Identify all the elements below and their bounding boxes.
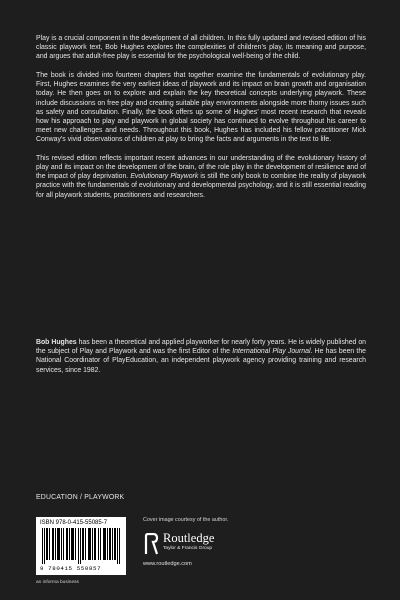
description-paragraph-2: The book is divided into fourteen chapters that together examine the fundamentals of evolutionary play. First, Hughes examines the very earliest ideas of playwork and its impact on brain growth and organisation today. He then goes on to explore and explain the key theoretical concepts underlying playwork. These include discussions on free play and creating suitable play environments alongside more thorny issues such as safety and consultation. Finally, the book offers up some of Hughes’ most recent research that reveals how his approach to play and playwork in global society has continued to evolve throughout his career to meet new challenges and needs. Throughout this book, Hughes has included his fellow practitioner Mick Conway’s vivid observations of children at play to bring the facts and arguments in the text to life. [36, 71, 366, 144]
author-bio-paragraph [36, 338, 366, 375]
barcode-number: 9 780415 550857 [40, 565, 102, 572]
barcode-icon [40, 528, 122, 564]
author-bio-text-b: . He has been the National Coordinator of PlayEducation, an independent playwork agency providing training and research services, since 1982. [36, 348, 367, 374]
paragraph-3-text-b: is still the only book to combine the reality of playwork practice with the fundamentals of evolutionary and developmental psychology, and it is still essential reading for all playwork students, practitioners and researchers. [36, 173, 366, 199]
paragraph-3-text-a: This revised edition reflects important recent advances in our understanding of the evolutionary history of play and its impact on the development of the brain, of the role play in the development of resilience and of the impact of play deprivation. [36, 154, 366, 181]
author-name: Bob Hughes [36, 339, 77, 346]
isbn-text: ISBN 978-0-415-55085-7 [40, 520, 108, 526]
isbn-barcode [36, 517, 126, 575]
author-bio-text-a: has been a theoretical and applied playworker for nearly forty years. He is widely published on the subject of Play and Playwork and was the first Editor of the [36, 339, 366, 356]
description-paragraph-1: Play is a crucial component in the development of all children. In this fully updated and revised edition of his classic playwork text, Bob Hughes explores the complexities of children’s play, its meaning and purpose, and argues that adult-free play is essential for the psychological well-being of the child. [36, 35, 366, 61]
journal-title: International Play Journal [232, 348, 311, 356]
subject-category: EDUCATION / PLAYWORK [36, 494, 125, 501]
routledge-logo-icon [143, 533, 159, 555]
publisher-url: www.routledge.com [143, 561, 192, 567]
author-bio [36, 338, 366, 375]
publisher-name: Routledge [163, 531, 215, 545]
informa-imprint: an informa business [36, 580, 79, 585]
book-title-italic: Evolutionary Playwork [130, 173, 199, 181]
publisher-group: Taylor & Francis Group [163, 546, 213, 551]
cover-credit: Cover image courtesy of the author. [143, 517, 229, 523]
publisher-logo-block [143, 531, 283, 591]
description-paragraph-3 [36, 154, 366, 200]
book-description [36, 34, 366, 209]
